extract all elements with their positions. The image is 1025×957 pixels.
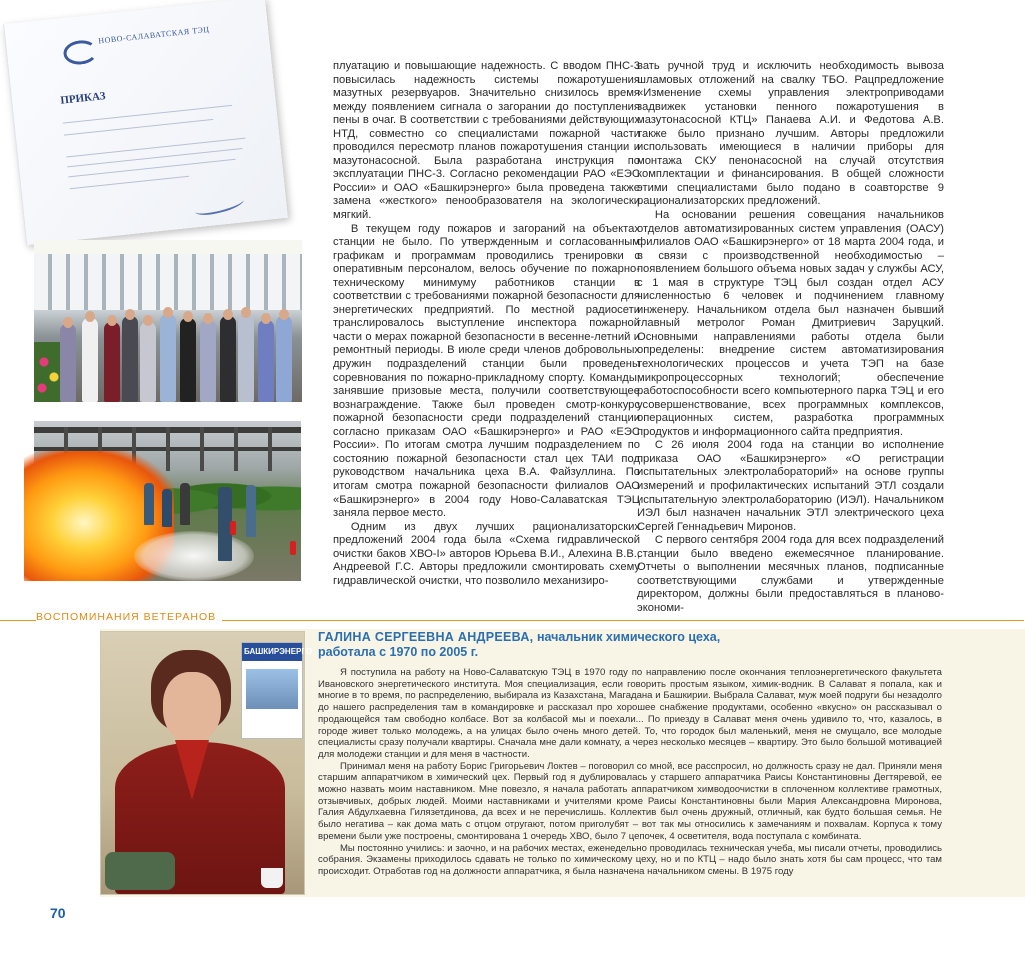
signature-icon: [193, 193, 245, 219]
poster-caption: БАШКИРЭНЕРГО: [244, 647, 313, 656]
document-header: НОВО-САЛАВАТСКАЯ ТЭЦ: [97, 24, 211, 46]
order-document-sheet: [3, 0, 288, 245]
company-logo-icon: [62, 39, 98, 66]
article-paragraph: С первого сентября 2004 года для всех подразделений станции было введено ежемесячное планирование. Отчеты о выполнении месячных планов, подписанные соответствующими службами и утвержденные директором, должны были предоставляться в планово-экономи-: [637, 534, 944, 614]
memoir-paragraph: Я поступила на работу на Ново-Салаватскую ТЭЦ в 1970 году по направлению после окончания теплоэнергетического факультета Ивановского энергетического института. Моя специализация, если говорить простым языком, химик-водник. В Салават я попала, как и многие в то время, по распределению, выбирала из Казахстана, Магадана и Башкирии. Выбрала Салават, муж моей подруги бы незадолго до нашего распределения там в командировке и рассказал про хорошее снабжение продуктами, особенно «вкусно» он рассказывал о продающейся там свободно колбасе. Вот за колбасой мы и поехали... По приезду в Салават меня очень удивило то, что, казалось, в городе живет только молодежь, а на улицах было очень много детей. То, что городок был маленький, меня не смущало, все молодые специалисты сразу получали квартиры. Сначала мне дали комнату, а через несколько месяцев – квартиру. Это было большой мотивацией для молодежи станции и для меня в частности.: [318, 667, 942, 760]
article-column-left: [333, 60, 640, 588]
section-label: ВОСПОМИНАНИЯ ВЕТЕРАНОВ: [36, 611, 222, 623]
article-paragraph: вать ручной труд и исключить необходимость вывоза шламовых отложений на свалку ТБО. Рацпредложение «Изменение схемы управления электроприводами задвижек установки пенного пожаротушения в мазутонасосной КТЦ» Панаева А.И. и Федотова А.В. также было признано лучшим. Авторы предложили использовать имеющиеся в наличии приборы для монтажа СКУ пенонасосной на случай отсутствия комплектации и финансирования. В общей сложности этими специалистами было подано в соавторстве 9 рационализаторских предложений.: [637, 60, 944, 208]
article-paragraph: В текущем году пожаров и загораний на объектах станции не было. По утвержденным и согласованным графикам и программам проводились тренировки с оперативным персоналом, велось обучение по пожарно-техническому минимуму работников станции в соответствии с требованиями пожарной безопасности для энергетических предприятий. По местной радиосети транслировалось выступление инспектора пожарной части о мерах пожарной безопасности в весенне-летний и ремонтный периоды. В июле среди членов добровольных дружин подразделений станции были проведены соревнования по пожарно-прикладному спорту. Команды, занявшие призовые места, получили соответствующее вознаграждение. Также был проведен смотр-конкурс пожарной безопасности среди подразделений станции согласно приказам ОАО «Башкирэнерго» и РАО «ЕЭС России». По итогам смотра лучшим подразделением по состоянию пожарной безопасности стал цех ТАИ под руководством начальника цеха В.А. Файзуллина. По итогам смотра пожарной безопасности филиалов ОАО «Башкирэнерго» в 2004 году Ново-Салаватская ТЭЦ заняла первое место.: [333, 222, 640, 520]
document-order-word: ПРИКАЗ: [59, 90, 107, 107]
memoir-paragraph: Мы постоянно учились: и заочно, и на рабочих местах, еженедельно проводилась техническая учеба, мы писали отчеты, проводились собрания. Экзамены приходилось сдавать не только по химическому цеху, но и по КТЦ – надо было знать хотя бы сам процесс, что там происходит. Отработав год на должности аппаратчика, я была назначена начальником смены. В 1975 году: [318, 842, 942, 877]
veteran-name: ГАЛИНА СЕРГЕЕВНА АНДРЕЕВА,: [318, 630, 534, 644]
order-document-photo: [0, 0, 300, 232]
article-column-right: [637, 60, 944, 615]
fire-drill-photo: [34, 421, 301, 581]
article-paragraph: С 26 июля 2004 года на станции во исполнение приказа ОАО «Башкирэнерго» «О регистрации испытательных электролабораторий» на основе группы измерений и профилактических испытаний ЭТЛ создали испытательную электролабораторию (ИЭЛ). Начальником ИЭЛ был назначен начальник ЭТЛ электрического цеха Сергей Геннадьевич Миронов.: [637, 439, 944, 533]
article-paragraph: Одним из двух лучших рационализаторских предложений 2004 года была «Схема гидравлической очистки баков ХВО-I» авторов Юрьева В.И., Алехина В.В., Андреевой Г.С. Авторы предложили смонтировать схему гидравлической очистки, что позволило механизиро-: [333, 520, 640, 587]
article-paragraph: На основании решения совещания начальников отделов автоматизированных систем управления (ОАСУ) филиалов ОАО «Башкирэнерго» от 18 марта 2004 года, и в связи с производственной необходимостью – появлением большого объема новых задач у службы АСУ, с 1 мая в структуре ТЭЦ был создан отдел АСУ численностью 6 человек и подчинением главному инженеру. Начальником отдела был назначен бывший главный метролог Роман Дмитриевич Заруцкий. Основными направлениями работы отдела были определены: внедрение систем автоматизирования технологических процессов и учета ТЭП на базе микропроцессорных технологий; обеспечение работоспособности всего компьютерного парка ТЭЦ и его усовершенствование, всех программных комплексов, операционных систем, разработка программных продуктов и информационного сайта предприятия.: [637, 209, 944, 438]
veteran-role: начальник химического цеха,: [533, 630, 721, 644]
page-number: 70: [50, 905, 66, 921]
article-paragraph: плуатацию и повышающие надежность. С вводом ПНС-3 повысилась надежность системы пожаротушения мазутных резервуаров. Значительно снизилось время между появлением сигнала о загорании до поступления пены в очаг. В соответствии с требованиями действующих НТД, совместно со специалистами пожарной части проводился пересмотр планов пожаротушения станции и мазутонасосной. Была разработана инструкция по эксплуатации ПНС-3. Согласно рекомендации РАО «ЕЭС России» и ОАО «Башкирэнерго» была проведена также замена «жесткого» пенообразователя на экологически мягкий.: [333, 60, 640, 222]
portrait-frame: [100, 631, 305, 895]
veteran-title: [318, 630, 998, 660]
memoir-paragraph: Принимал меня на работу Борис Григорьевич Локтев – поговорил со мной, все расспросил, но должность сразу не дал. Приняли меня старшим аппаратчиком в химический цех. Первый год я дублировалась у старшего аппаратчика Раисы Константиновны Дегтяревой, ее можно назвать моим наставником. Мне повезло, я начала работать аппаратчиком химводоочистки в сплоченном коллективе грамотных, отзывчивых, добрых людей. Моими наставниками и учителями кроме Раисы Константиновны были Мария Александровна Миронова, Галия Абдулхаевна Гилязетдинова, да всех и не перечислишь. Коллектив был очень дружный, отличный, как будто большая семья. Не было негатива – как дома мать с отцом отругают, потом приголубят – вот так мы относились к замечаниям и похвалам. Корпуса к тому времени были уже построены, смонтирована 1 очередь ХВО, было 7 цепочек, 4 осветителя, вода поступала с комбината.: [318, 760, 942, 842]
veteran-memoir-text: [318, 667, 942, 878]
veteran-years: работала с 1970 по 2005 г.: [318, 645, 479, 659]
staff-group-photo: [34, 240, 302, 402]
extinguisher-foam-icon: [134, 531, 254, 581]
